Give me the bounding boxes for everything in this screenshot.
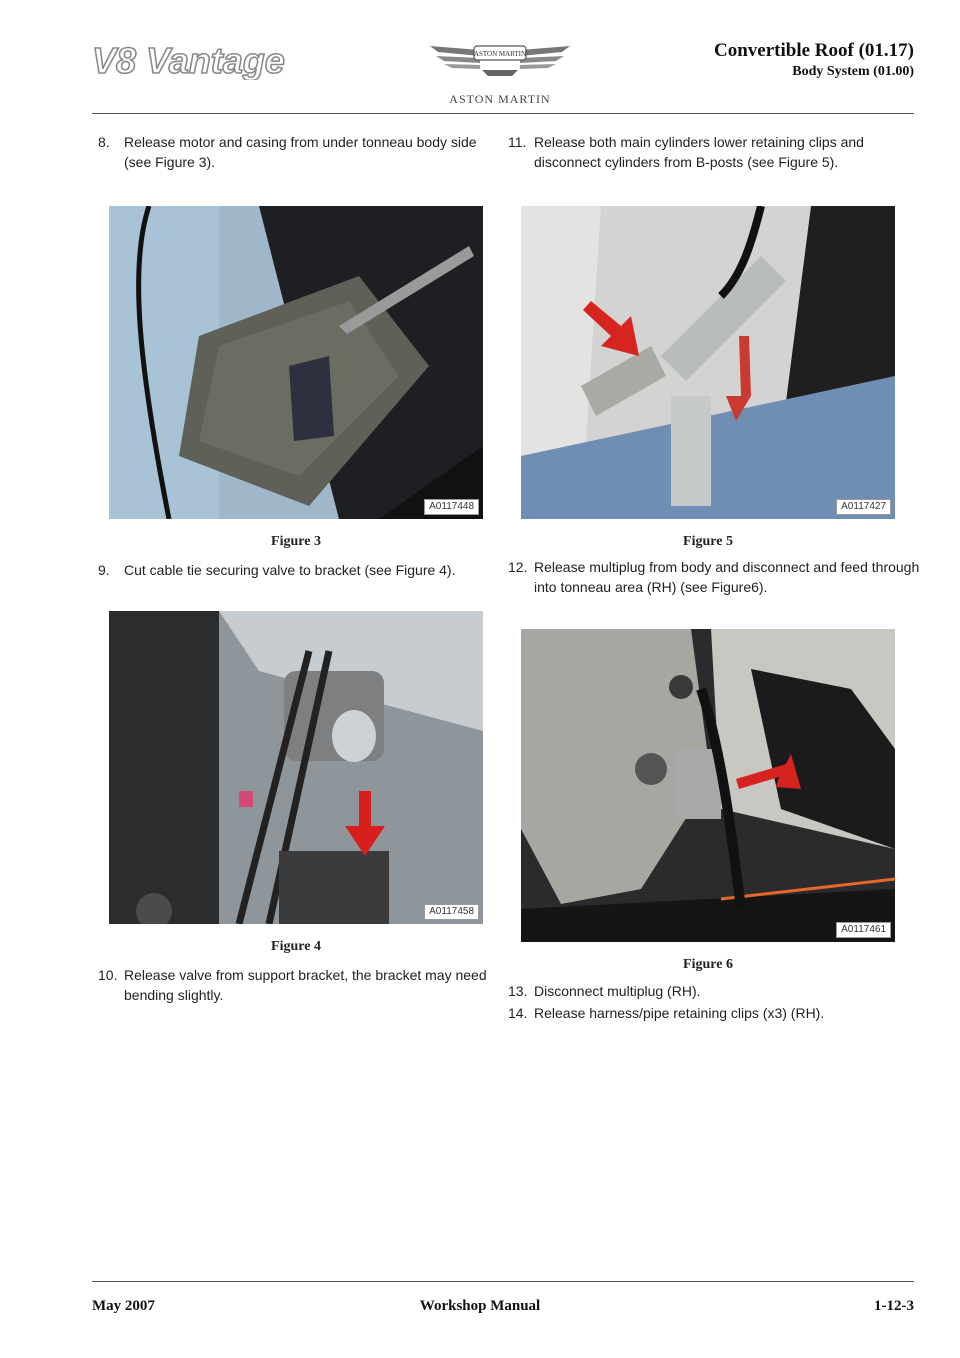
figure-3-caption: Figure 3 <box>271 534 321 549</box>
figure-6-photo <box>521 629 895 942</box>
figure-5-photo <box>521 206 895 519</box>
step-11: 11. Release both main cylinders lower retaining clips and disconnect cylinders from B-posts (see Figure 5). <box>508 134 864 170</box>
v8-vantage-logo <box>92 40 308 80</box>
footer-page-number: 1-12-3 <box>874 1298 914 1314</box>
aston-martin-wings-logo <box>428 40 572 84</box>
step-9: 9. Cut cable tie securing valve to bracket (see Figure 4). <box>98 562 456 578</box>
step-8: 8. Release motor and casing from under tonneau body side (see Figure 3). <box>98 134 477 170</box>
footer-manual-title: Workshop Manual <box>419 1298 541 1314</box>
figure-4-code: A0117458 <box>424 904 479 920</box>
footer-divider <box>92 1281 914 1282</box>
brand-wordmark: V8 Vantage <box>92 40 285 80</box>
figure-6-code: A0117461 <box>836 922 891 938</box>
figure-3-code: A0117448 <box>424 499 479 515</box>
figure-5-caption: Figure 5 <box>683 534 733 549</box>
figure-4-photo <box>109 611 483 924</box>
page-subtitle: Body System (01.00) <box>792 64 914 79</box>
figure-5-code: A0117427 <box>836 499 891 515</box>
figure-6-caption: Figure 6 <box>683 957 733 972</box>
figure-3-photo <box>109 206 483 519</box>
figure-4-caption: Figure 4 <box>271 939 321 954</box>
step-13: 13. Disconnect multiplug (RH). <box>508 983 701 999</box>
aston-martin-text: ASTON MARTIN <box>449 92 551 106</box>
step-10: 10. Release valve from support bracket, the bracket may need bending slightly. <box>98 967 487 1003</box>
step-12: 12. Release multiplug from body and disconnect and feed through into tonneau area (RH) (see Figure6). <box>508 559 920 595</box>
step-14: 14. Release harness/pipe retaining clips (x3) (RH). <box>508 1005 825 1021</box>
footer-date: May 2007 <box>92 1298 155 1314</box>
header-divider <box>92 113 914 114</box>
page-title: Convertible Roof (01.17) <box>714 40 914 61</box>
svg-text:ASTON MARTIN: ASTON MARTIN <box>473 50 527 58</box>
